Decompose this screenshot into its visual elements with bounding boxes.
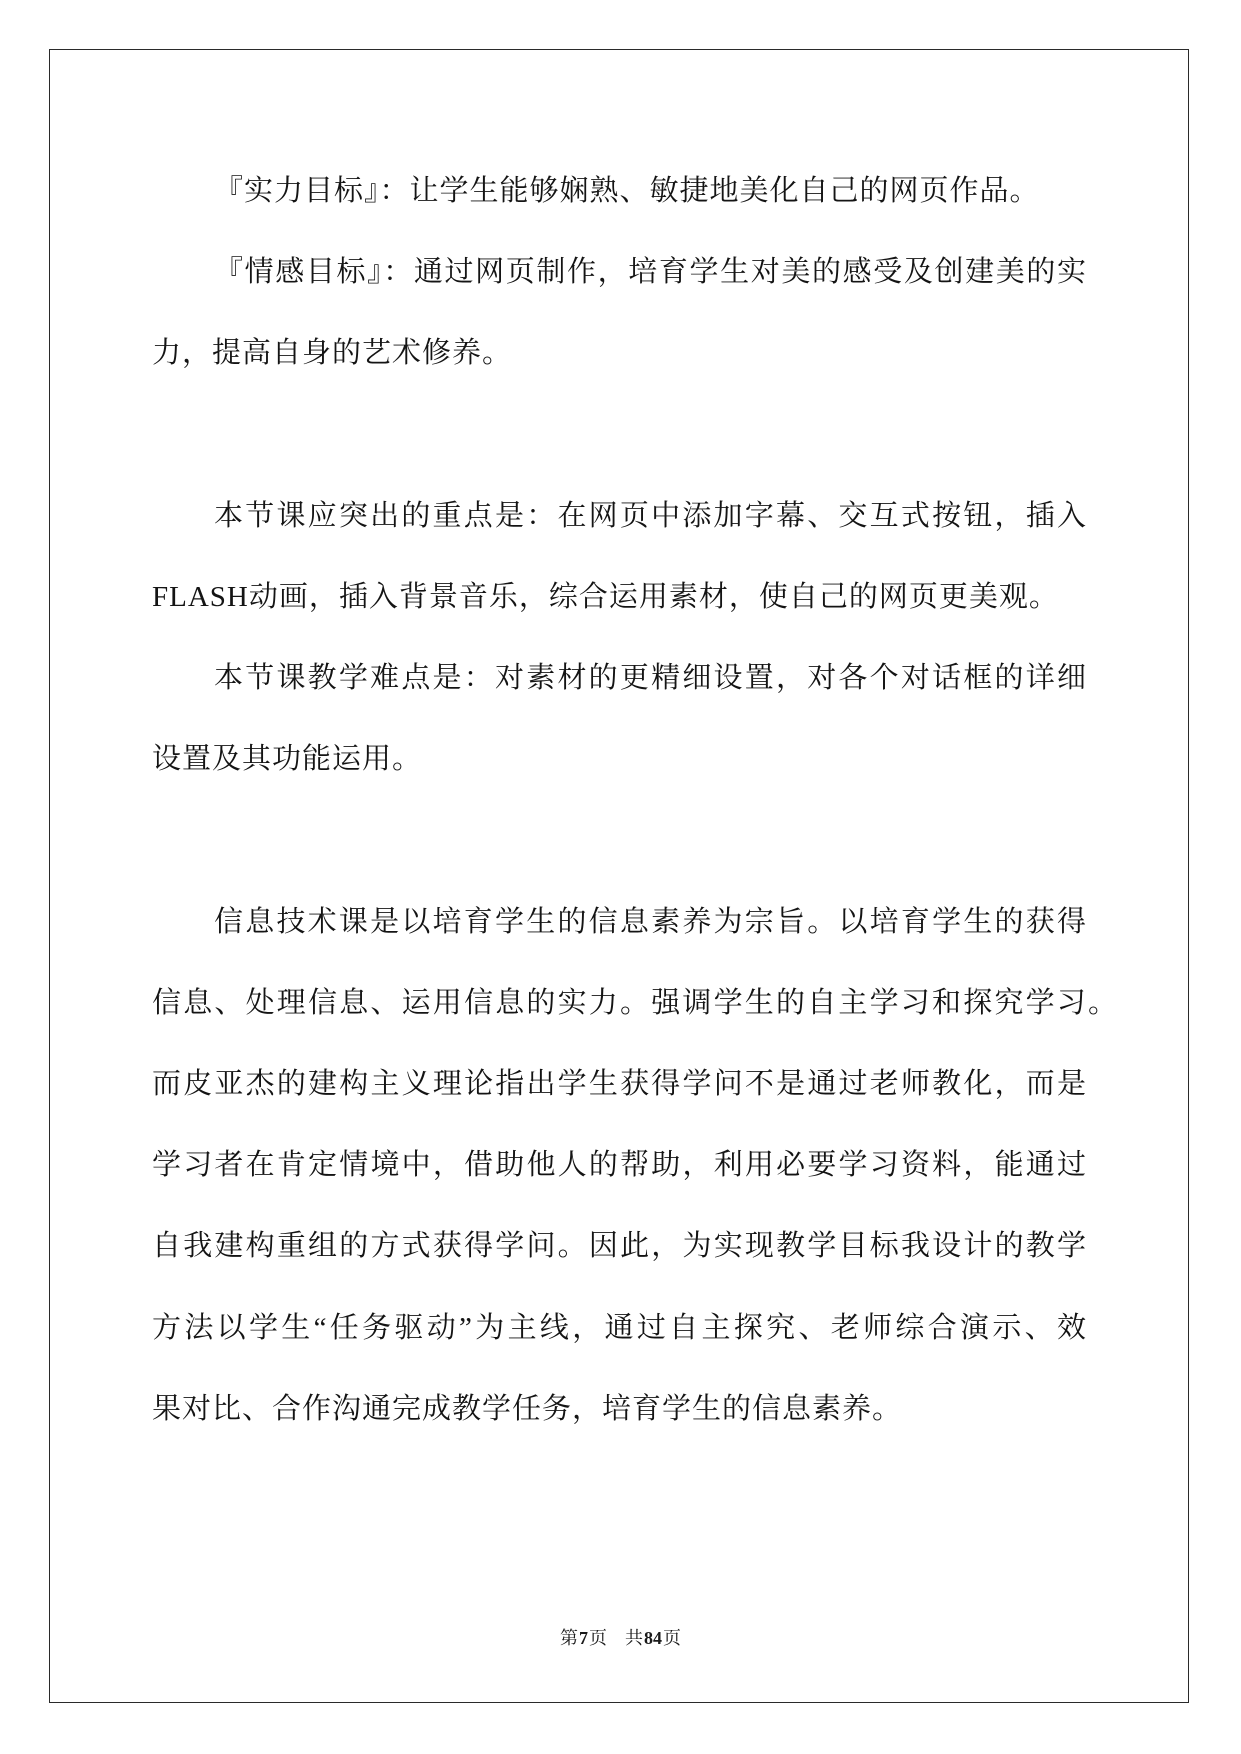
text-line: 设置及其功能运用。	[152, 743, 423, 776]
text-line: FLASH动画，插入背景音乐，综合运用素材，使自己的网页更美观。	[152, 580, 1059, 613]
paragraph-spacer	[152, 395, 1122, 476]
footer-total-suffix: 页	[663, 1628, 681, 1648]
footer-page-prefix: 第	[560, 1628, 578, 1648]
text-line: 信息技术课是以培育学生的信息素养为宗旨。以培育学生的获得	[214, 905, 1087, 938]
text-line: 『实力目标』：让学生能够娴熟、敏捷地美化自己的网页作品。	[214, 175, 1040, 207]
footer-total-pages: 84	[644, 1628, 662, 1648]
footer-total-prefix: 共	[625, 1628, 643, 1648]
footer-page-number: 7	[579, 1628, 588, 1648]
text-line: 学习者在肯定情境中，借助他人的帮助，利用必要学习资料，能通过	[152, 1149, 1087, 1182]
text-line: 而皮亚杰的建构主义理论指出学生获得学问不是通过老师教化，而是	[152, 1068, 1087, 1101]
footer-page-suffix: 页	[589, 1628, 607, 1648]
text-line: 『情感目标』：通过网页制作，培育学生对美的感受及创建美的实	[214, 256, 1087, 289]
text-line: 自我建构重组的方式获得学问。因此，为实现教学目标我设计的教学	[152, 1230, 1087, 1263]
text-line: 果对比、合作沟通完成教学任务，培育学生的信息素养。	[152, 1392, 903, 1425]
text-line: 本节课教学难点是：对素材的更精细设置，对各个对话框的详细	[214, 662, 1087, 695]
document-body	[152, 151, 1122, 1450]
text-line: 信息、处理信息、运用信息的实力。强调学生的自主学习和探究学习。	[152, 986, 1118, 1019]
text-line: 方法以学生“任务驱动”为主线，通过自主探究、老师综合演示、效	[152, 1311, 1087, 1344]
paragraph-spacer	[152, 801, 1122, 882]
page-footer	[0, 1626, 1241, 1650]
text-line: 力，提高自身的艺术修养。	[152, 337, 513, 370]
text-line: 本节课应突出的重点是：在网页中添加字幕、交互式按钮，插入	[214, 499, 1087, 532]
